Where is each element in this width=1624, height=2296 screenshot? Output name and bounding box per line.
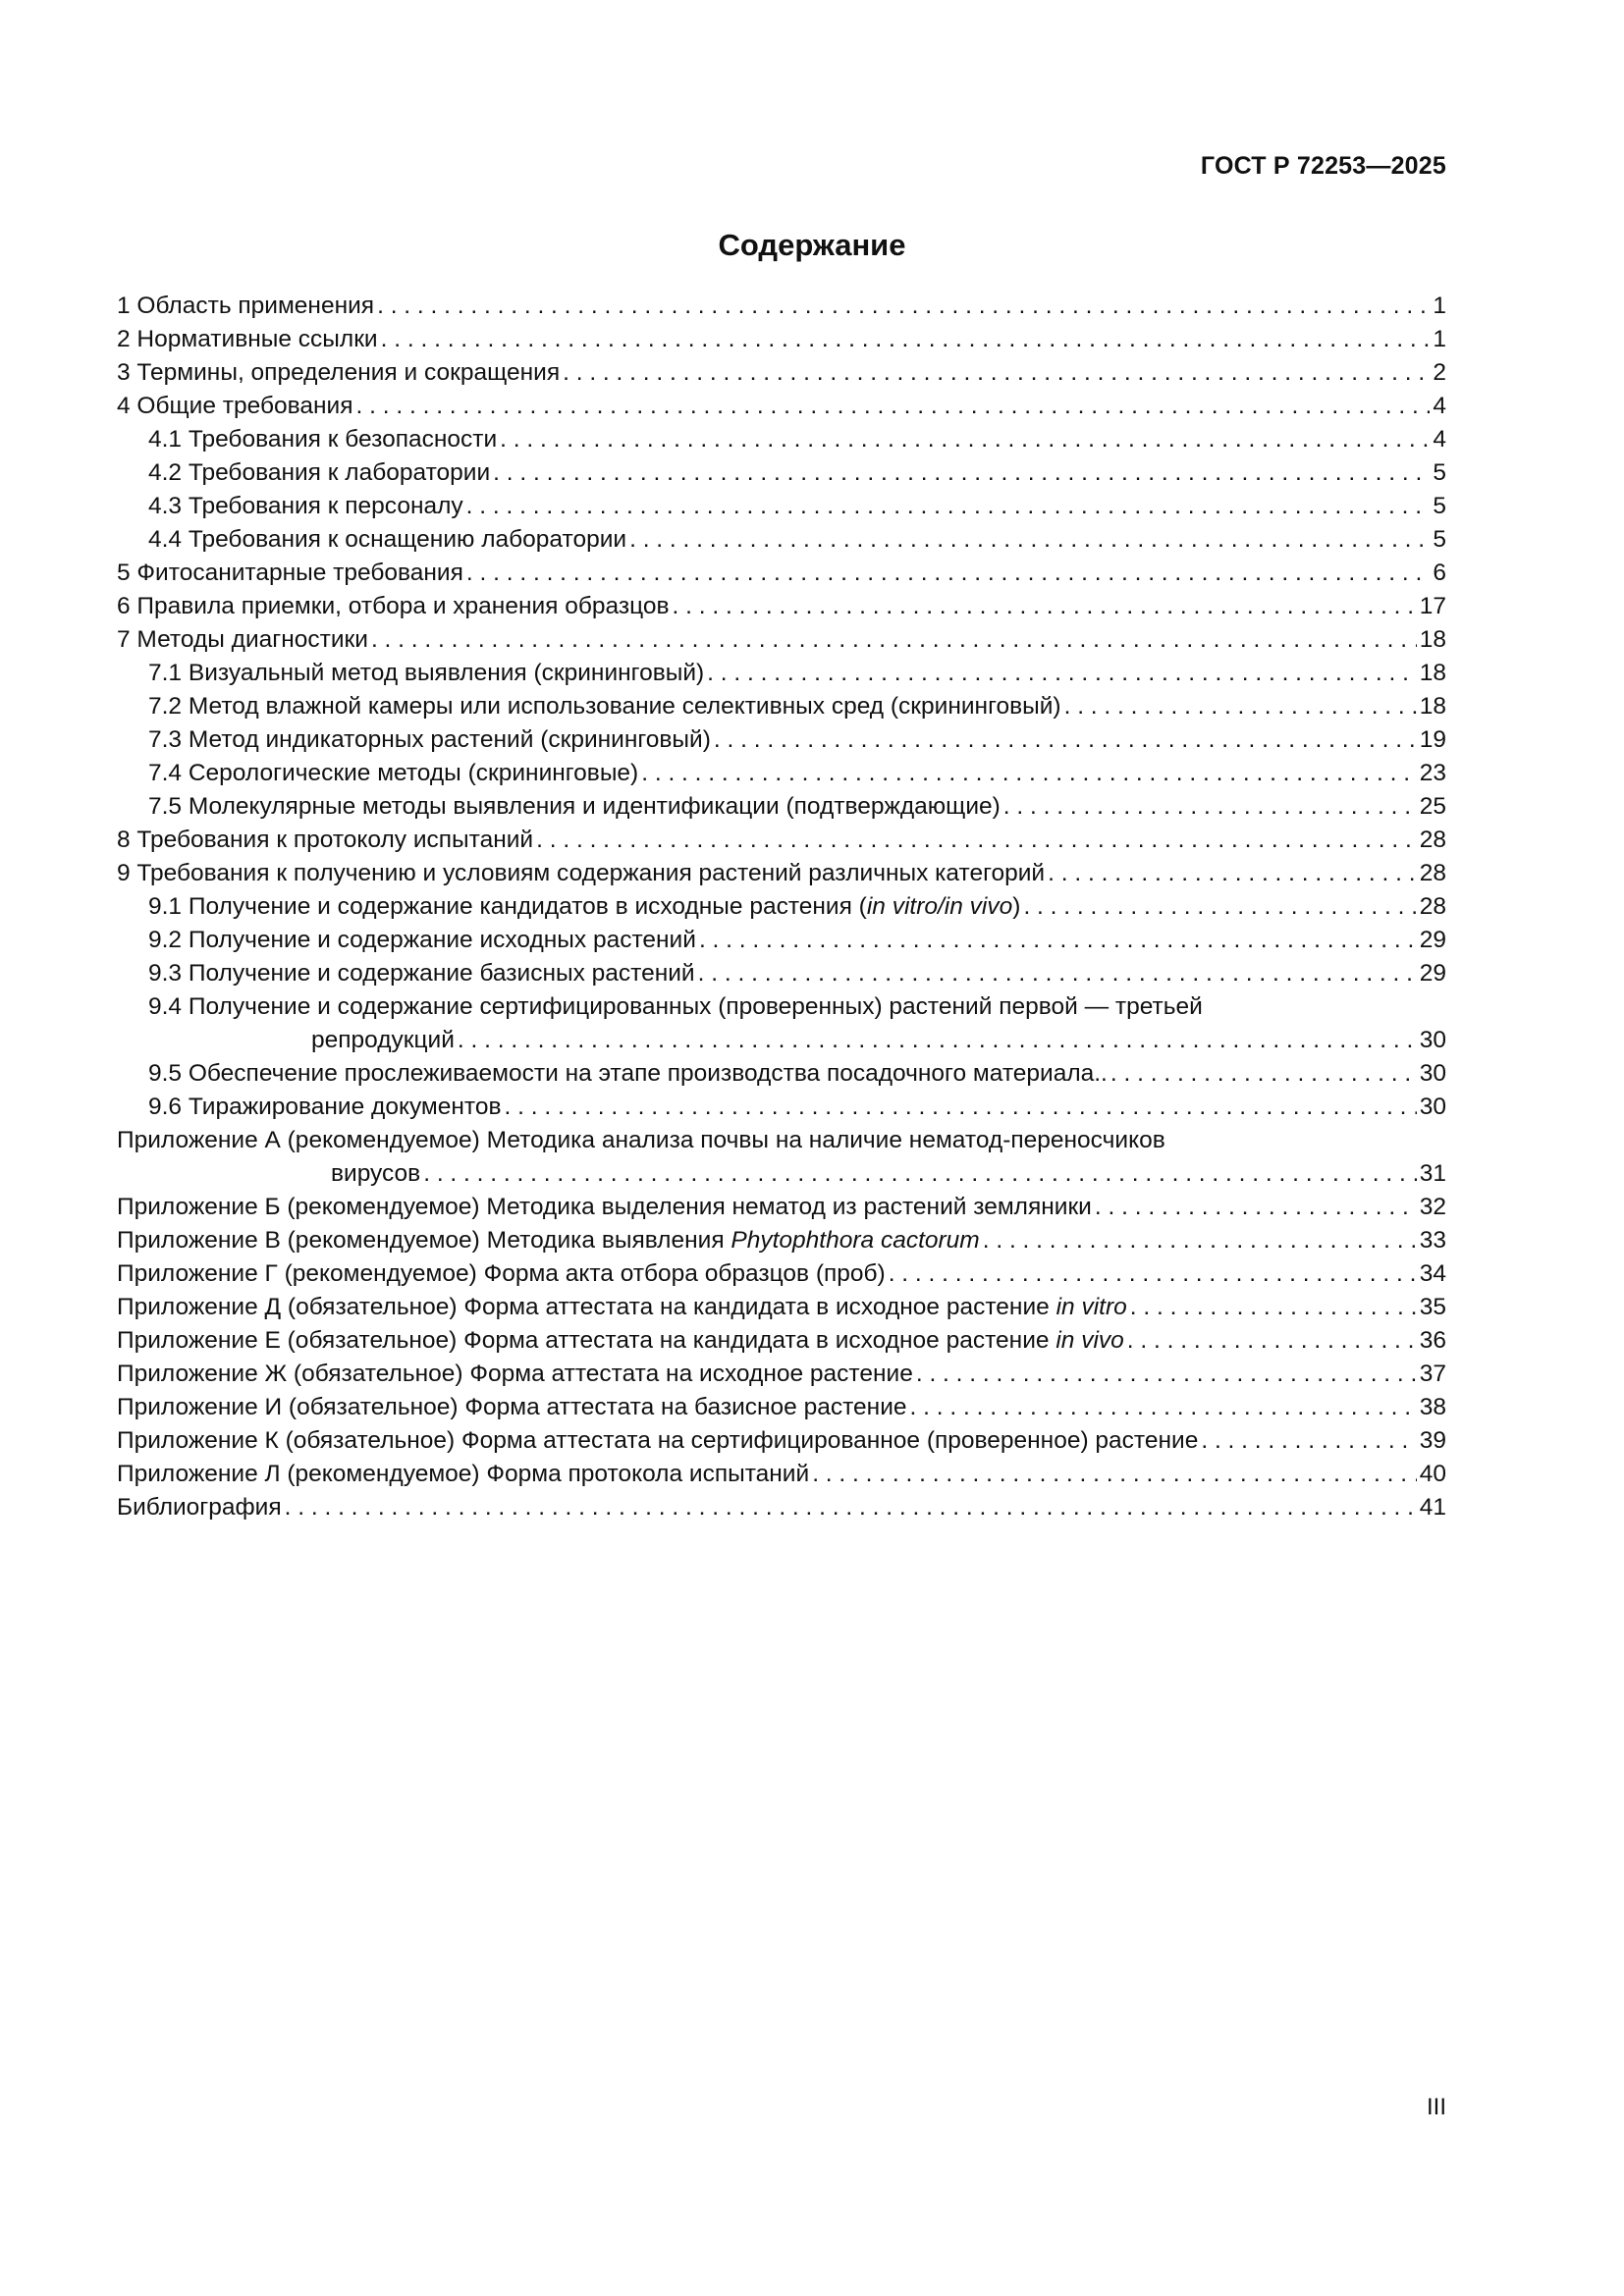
toc-entry[interactable] <box>117 1257 1446 1291</box>
toc-entry-text: Приложение К (обязательное) Форма аттестата на сертифицированное (проверенное) растение <box>117 1427 1199 1454</box>
toc-entry-text: Приложение Ж (обязательное) Форма аттестата на исходное растение <box>117 1361 913 1387</box>
toc-leader-dots <box>1127 1324 1417 1358</box>
toc-entry-text: 4.1 Требования к безопасности <box>148 426 498 453</box>
toc-entry-text: 5 Фитосанитарные требования <box>117 560 463 586</box>
toc-entry[interactable] <box>117 790 1446 824</box>
toc-entry-text: 7.5 Молекулярные методы выявления и идентификации (подтверждающие) <box>148 793 1001 820</box>
toc-entry-label <box>148 657 704 690</box>
toc-entry-text: 7.4 Серологические методы (скрининговые) <box>148 760 639 786</box>
toc-leader-dots <box>983 1224 1417 1257</box>
toc-entry-label <box>117 590 670 623</box>
toc-entry-label <box>117 1324 1124 1358</box>
toc-entry[interactable] <box>117 1491 1446 1524</box>
toc-entry-text: 4.4 Требования к оснащению лаборатории <box>148 526 627 553</box>
toc-entry[interactable] <box>117 1224 1446 1257</box>
toc-page-number: 40 <box>1419 1461 1446 1487</box>
toc-page-number: 31 <box>1419 1160 1446 1187</box>
toc-entry-italic-text: in vivo <box>1056 1327 1124 1354</box>
toc-entry-label <box>117 857 1045 890</box>
toc-entry-label <box>148 957 695 990</box>
toc-leader-dots <box>889 1257 1417 1291</box>
toc-page-number: 28 <box>1419 860 1446 886</box>
toc-entry[interactable] <box>117 490 1446 523</box>
toc-entry[interactable] <box>117 523 1446 557</box>
toc-leader-dots <box>641 757 1417 790</box>
toc-leader-dots <box>707 657 1417 690</box>
toc-leader-dots <box>1048 857 1417 890</box>
toc-entry-label <box>117 1257 886 1291</box>
toc-entry-text: 4.2 Требования к лаборатории <box>148 459 491 486</box>
toc-entry-label <box>117 1491 282 1524</box>
toc-entry-continuation[interactable] <box>117 1024 1446 1057</box>
toc-page-number: 23 <box>1419 760 1446 786</box>
toc-leader-dots <box>699 924 1417 957</box>
toc-entry[interactable] <box>117 957 1446 990</box>
toc-leader-dots <box>698 957 1417 990</box>
toc-entry-label <box>117 1291 1127 1324</box>
toc-leader-dots <box>910 1391 1417 1424</box>
toc-page-number: 41 <box>1419 1494 1446 1521</box>
document-code: ГОСТ Р 72253—2025 <box>1200 152 1446 180</box>
toc-entry-label <box>148 723 711 757</box>
toc-leader-dots <box>916 1358 1417 1391</box>
toc-entry-label <box>117 1424 1198 1458</box>
toc-page-number: 32 <box>1419 1194 1446 1220</box>
toc-entry-label <box>148 690 1061 723</box>
toc-entry-label <box>117 1458 809 1491</box>
toc-page-number: 33 <box>1419 1227 1446 1254</box>
toc-entry-text: Приложение И (обязательное) Форма аттестата на базисное растение <box>117 1394 907 1420</box>
toc-page-number: 29 <box>1419 927 1446 953</box>
toc-leader-dots <box>1023 890 1416 924</box>
toc-entry-label <box>148 890 1020 924</box>
toc-entry[interactable] <box>117 1324 1446 1358</box>
toc-entry[interactable] <box>117 390 1446 423</box>
toc-entry[interactable] <box>117 657 1446 690</box>
toc-leader-dots <box>536 824 1417 857</box>
toc-entry-label <box>148 490 463 523</box>
toc-page-number: 30 <box>1419 1094 1446 1120</box>
toc-entry-text: 9.3 Получение и содержание базисных растений <box>148 960 695 987</box>
toc-entry-label <box>148 990 1203 1024</box>
toc-entry-text: 7.3 Метод индикаторных растений (скрининговый) <box>148 726 711 753</box>
toc-entry[interactable] <box>117 890 1446 924</box>
toc-entry-text: 4 Общие требования <box>117 393 353 419</box>
toc-entry[interactable] <box>117 1057 1446 1091</box>
toc-entry[interactable] <box>117 1091 1446 1124</box>
toc-leader-dots <box>500 423 1430 456</box>
toc-entry-label <box>148 456 490 490</box>
toc-leader-dots <box>466 490 1431 523</box>
toc-leader-dots <box>1095 1191 1417 1224</box>
toc-page-number: 5 <box>1433 526 1446 553</box>
toc-leader-dots <box>423 1157 1417 1191</box>
toc-leader-dots <box>505 1091 1417 1124</box>
toc-entry[interactable] <box>117 323 1446 356</box>
toc-entry[interactable] <box>117 290 1446 323</box>
toc-entry-text: Библиография <box>117 1494 282 1521</box>
toc-entry-text: Приложение Д (обязательное) Форма аттестата на кандидата в исходное растение <box>117 1294 1056 1320</box>
toc-page-number: 6 <box>1433 560 1446 586</box>
toc-page-number: 18 <box>1419 626 1446 653</box>
toc-entry-label <box>148 1057 1108 1091</box>
toc-leader-dots <box>673 590 1417 623</box>
toc-entry[interactable] <box>117 690 1446 723</box>
toc-entry[interactable] <box>117 557 1446 590</box>
toc-leader-dots <box>377 290 1430 323</box>
toc-page-number: 38 <box>1419 1394 1446 1420</box>
toc-page-number: 30 <box>1419 1060 1446 1087</box>
toc-entry[interactable] <box>117 456 1446 490</box>
toc-entry-text: 9.2 Получение и содержание исходных растений <box>148 927 696 953</box>
toc-entry-label <box>148 924 696 957</box>
toc-leader-dots <box>563 356 1430 390</box>
toc-entry-label <box>117 824 533 857</box>
toc-entry-label <box>117 323 378 356</box>
toc-entry[interactable] <box>117 1124 1446 1157</box>
toc-page-number: 39 <box>1419 1427 1446 1454</box>
toc-entry-label <box>117 1124 1165 1157</box>
toc-entry-label <box>117 1191 1092 1224</box>
toc-page-number: 1 <box>1433 326 1446 352</box>
toc-page-number: 34 <box>1419 1260 1446 1287</box>
toc-entry-label <box>148 757 638 790</box>
toc-leader-dots <box>356 390 1431 423</box>
toc-entry-label <box>148 1091 502 1124</box>
toc-entry-text: 8 Требования к протоколу испытаний <box>117 827 534 853</box>
toc-entry-text: 6 Правила приемки, отбора и хранения образцов <box>117 593 670 619</box>
toc-entry-label <box>117 557 463 590</box>
toc-page-number: 5 <box>1433 493 1446 519</box>
toc-entry[interactable] <box>117 824 1446 857</box>
toc-page-number: 17 <box>1419 593 1446 619</box>
toc-leader-dots <box>629 523 1430 557</box>
toc-entry[interactable] <box>117 423 1446 456</box>
toc-entry-text: 9.5 Обеспечение прослеживаемости на этапе производства посадочного материала.. <box>148 1060 1108 1087</box>
toc-leader-dots <box>493 456 1430 490</box>
toc-entry-label <box>117 1358 913 1391</box>
toc-leader-dots <box>1064 690 1417 723</box>
toc-entry-text: 1 Область применения <box>117 293 375 319</box>
toc-entry-text: Приложение Е (обязательное) Форма аттестата на кандидата в исходное растение <box>117 1327 1056 1354</box>
toc-entry[interactable] <box>117 1391 1446 1424</box>
toc-page-number: 1 <box>1433 293 1446 319</box>
toc-page-number: 37 <box>1419 1361 1446 1387</box>
toc-entry-label <box>117 623 368 657</box>
toc-entry-label <box>148 790 1001 824</box>
toc-page-number: 29 <box>1419 960 1446 987</box>
toc-entry-text: Приложение В (рекомендуемое) Методика выявления <box>117 1227 731 1254</box>
toc-entry[interactable] <box>117 857 1446 890</box>
toc-leader-dots <box>812 1458 1417 1491</box>
toc-entry-continuation[interactable] <box>117 1157 1446 1191</box>
page-title: Содержание <box>718 228 906 262</box>
toc-page-number: 18 <box>1419 660 1446 686</box>
toc-entry-text-after: ) <box>1012 893 1021 920</box>
toc-leader-dots <box>381 323 1431 356</box>
toc-page-number: 4 <box>1433 393 1446 419</box>
toc-entry-label <box>148 423 497 456</box>
toc-entry-italic-text: Phytophthora cactorum <box>731 1227 980 1254</box>
toc-page-number: 28 <box>1419 893 1446 920</box>
toc-entry[interactable] <box>117 590 1446 623</box>
toc-page-number: 19 <box>1419 726 1446 753</box>
toc-page-number: 18 <box>1419 693 1446 720</box>
page-number: III <box>1426 2094 1446 2120</box>
toc-entry-text: репродукций <box>311 1027 455 1053</box>
toc-entry[interactable] <box>117 1291 1446 1324</box>
toc-entry-label <box>117 1391 907 1424</box>
toc-entry-text: 9.4 Получение и содержание сертифицированных (проверенных) растений первой — третьей <box>148 993 1203 1020</box>
toc-page-number: 35 <box>1419 1294 1446 1320</box>
toc-entry[interactable] <box>117 623 1446 657</box>
toc-entry-label <box>117 1224 980 1257</box>
toc-leader-dots <box>714 723 1417 757</box>
toc-entry-text: вирусов <box>331 1160 421 1187</box>
table-of-contents <box>117 290 1446 1524</box>
toc-entry-text: 9.6 Тиражирование документов <box>148 1094 502 1120</box>
toc-leader-dots <box>1201 1424 1416 1458</box>
toc-entry[interactable] <box>117 1358 1446 1391</box>
toc-entry-text: 2 Нормативные ссылки <box>117 326 378 352</box>
toc-page-number: 25 <box>1419 793 1446 820</box>
toc-leader-dots <box>285 1491 1417 1524</box>
toc-entry-label <box>117 390 353 423</box>
toc-entry-italic-text: in vitro/in vivo <box>866 893 1013 920</box>
toc-leader-dots <box>466 557 1430 590</box>
toc-entry[interactable] <box>117 1191 1446 1224</box>
toc-page-number: 4 <box>1433 426 1446 453</box>
toc-entry-text: 9 Требования к получению и условиям содержания растений различных категорий <box>117 860 1046 886</box>
toc-entry-label <box>117 290 374 323</box>
toc-entry[interactable] <box>117 356 1446 390</box>
toc-entry-label <box>148 523 626 557</box>
toc-entry-text: Приложение Л (рекомендуемое) Форма протокола испытаний <box>117 1461 810 1487</box>
toc-leader-dots <box>1003 790 1417 824</box>
toc-page-number: 36 <box>1419 1327 1446 1354</box>
toc-entry[interactable] <box>117 1424 1446 1458</box>
toc-entry[interactable] <box>117 924 1446 957</box>
toc-page-number: 2 <box>1433 359 1446 386</box>
toc-entry-text: Приложение Г (рекомендуемое) Форма акта отбора образцов (проб) <box>117 1260 886 1287</box>
toc-entry-text: Приложение А (рекомендуемое) Методика анализа почвы на наличие нематод-переносчиков <box>117 1127 1165 1153</box>
toc-leader-dots <box>1110 1057 1417 1091</box>
toc-entry-text: 4.3 Требования к персоналу <box>148 493 463 519</box>
toc-page-number: 30 <box>1419 1027 1446 1053</box>
toc-leader-dots <box>1130 1291 1417 1324</box>
toc-entry-text: Приложение Б (рекомендуемое) Методика выделения нематод из растений земляники <box>117 1194 1092 1220</box>
toc-entry-italic-text: in vitro <box>1056 1294 1127 1320</box>
toc-leader-dots <box>458 1024 1417 1057</box>
toc-entry-text: 3 Термины, определения и сокращения <box>117 359 561 386</box>
toc-entry-text: 7.2 Метод влажной камеры или использование селективных сред (скрининговый) <box>148 693 1061 720</box>
toc-entry[interactable] <box>117 723 1446 757</box>
toc-entry-text: 7 Методы диагностики <box>117 626 368 653</box>
toc-entry-text: 7.1 Визуальный метод выявления (скрининговый) <box>148 660 705 686</box>
toc-leader-dots <box>371 623 1417 657</box>
toc-entry-label <box>117 356 560 390</box>
toc-entry[interactable] <box>117 757 1446 790</box>
toc-page-number: 5 <box>1433 459 1446 486</box>
toc-entry[interactable] <box>117 1458 1446 1491</box>
toc-entry-text: 9.1 Получение и содержание кандидатов в исходные растения ( <box>148 893 867 920</box>
toc-page-number: 28 <box>1419 827 1446 853</box>
toc-entry[interactable] <box>117 990 1446 1024</box>
